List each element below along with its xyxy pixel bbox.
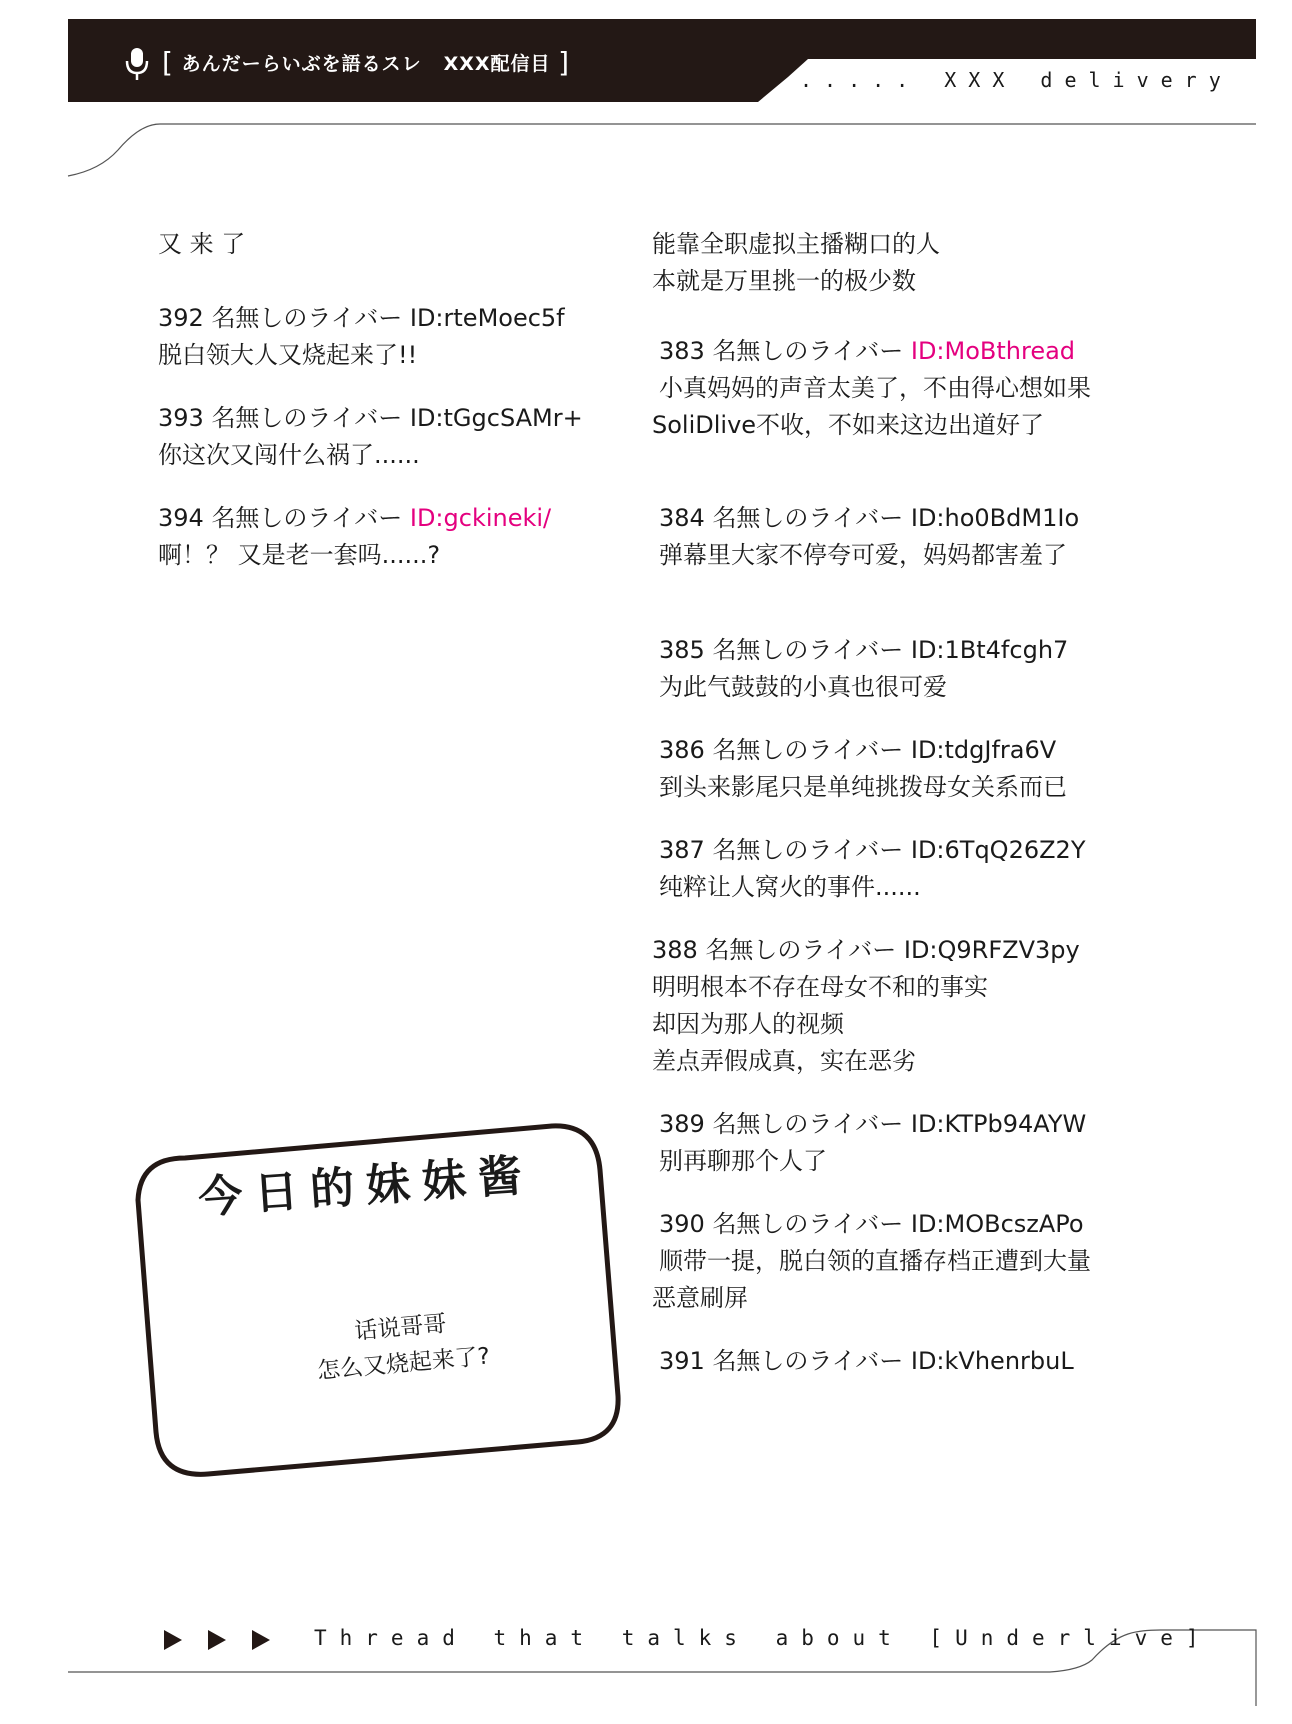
card-line-1: 话说哥哥 xyxy=(353,1311,448,1346)
post-id: ID:ho0BdM1Io xyxy=(910,504,1080,532)
header-bracket-open: [ xyxy=(162,46,174,79)
post-number-name: 389 名無しのライバー xyxy=(659,1110,911,1138)
post-text: 为此气鼓鼓的小真也很可爱 xyxy=(659,673,947,701)
post-id: ID:gckineki/ xyxy=(409,504,552,532)
delivery-label: ..... XXX delivery xyxy=(800,68,1233,92)
post-text: 别再聊那个人了 xyxy=(659,1147,827,1175)
post-number-name: 385 名無しのライバー xyxy=(659,636,911,664)
post-id: ID:Q9RFZV3py xyxy=(903,936,1080,964)
post-id: ID:KTPb94AYW xyxy=(910,1110,1087,1138)
post-number-name: 386 名無しのライバー xyxy=(659,736,911,764)
post-id: ID:MOBcszAPo xyxy=(910,1210,1084,1238)
post-text: 却因为那人的视频 xyxy=(652,1010,844,1038)
post-id: ID:tGgcSAMr+ xyxy=(409,404,583,432)
post-number-name: 392 名無しのライバー xyxy=(158,304,410,332)
intro-line: 本就是万里挑一的极少数 xyxy=(652,267,916,295)
post-text: 差点弄假成真，实在恶劣 xyxy=(652,1047,916,1075)
post-text: 小真妈妈的声音太美了，不由得心想如果 xyxy=(659,374,1091,402)
post-id: ID:rteMoec5f xyxy=(409,304,565,332)
post-text: 弹幕里大家不停夸可爱，妈妈都害羞了 xyxy=(659,541,1067,569)
post-text: 明明根本不存在母女不和的事实 xyxy=(652,973,988,1001)
post-text: 你这次又闯什么祸了...... xyxy=(158,441,420,469)
post-number-name: 383 名無しのライバー xyxy=(659,337,911,365)
post-text: 啊！？ 又是老一套吗......? xyxy=(158,541,441,569)
post-id: ID:tdgJfra6V xyxy=(910,736,1057,764)
post-id: ID:6TqQ26Z2Y xyxy=(910,836,1086,864)
play-arrow-icon xyxy=(160,1628,272,1652)
post-number-name: 384 名無しのライバー xyxy=(659,504,911,532)
post-number-name: 388 名無しのライバー xyxy=(652,936,904,964)
intro-text: 又 来 了 xyxy=(158,230,246,258)
post-text: 恶意刷屏 xyxy=(652,1284,748,1312)
post-text: 到头来影尾只是单纯挑拨母女关系而已 xyxy=(659,773,1067,801)
post-text: 纯粹让人窝火的事件...... xyxy=(659,873,921,901)
post-id: ID:1Bt4fcgh7 xyxy=(910,636,1069,664)
footer-text: Thread that talks about [Underlive] xyxy=(314,1626,1212,1650)
post-number-name: 387 名無しのライバー xyxy=(659,836,911,864)
post-id: ID:MoBthread xyxy=(910,337,1076,365)
thread-title: あんだーらいぶを語るスレ xyxy=(181,53,422,75)
post-text: 脱白领大人又烧起来了!! xyxy=(158,341,418,369)
card-line-2: 怎么又烧起来了? xyxy=(316,1343,491,1385)
header-bracket-close: ] xyxy=(558,46,571,79)
post-number-name: 394 名無しのライバー xyxy=(158,504,410,532)
post-number-name: 390 名無しのライバー xyxy=(659,1210,911,1238)
thread-number: XXX配信目 xyxy=(443,53,551,75)
post-text: 顺带一提，脱白领的直播存档正遭到大量 xyxy=(659,1247,1091,1275)
post-text: SoliDlive不收，不如来这边出道好了 xyxy=(652,411,1045,439)
post-number-name: 391 名無しのライバー xyxy=(659,1347,911,1375)
intro-line: 能靠全职虚拟主播糊口的人 xyxy=(652,230,940,258)
post-number-name: 393 名無しのライバー xyxy=(158,404,410,432)
post-id: ID:kVhenrbuL xyxy=(910,1347,1074,1375)
card-title: 今日的妹妹酱 xyxy=(196,1149,536,1224)
